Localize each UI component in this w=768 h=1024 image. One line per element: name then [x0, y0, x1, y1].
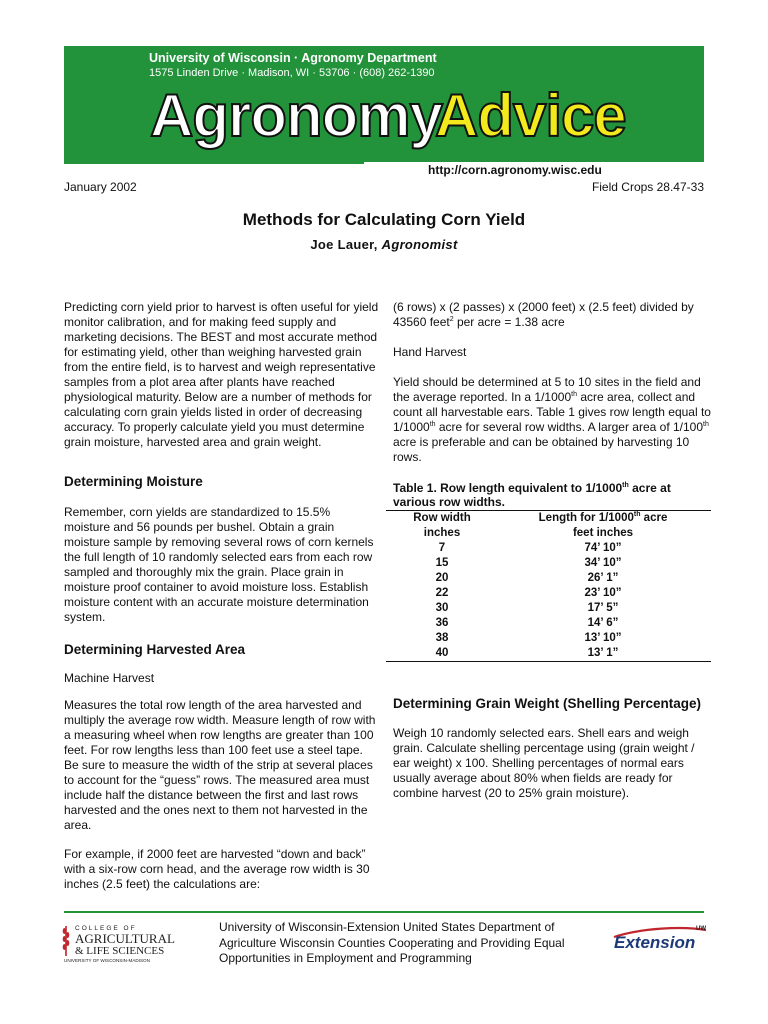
- grain-weight-section: [393, 695, 711, 801]
- uw-extension-logo: [612, 924, 708, 952]
- row-length-cell: 34’ 10”: [584, 557, 622, 569]
- cals-line3: & LIFE SCIENCES: [75, 945, 165, 957]
- table-row: [386, 556, 711, 571]
- units-inches: inches: [423, 527, 461, 539]
- table-row: [386, 601, 711, 616]
- masthead-banner: [64, 46, 704, 164]
- table-row: [386, 646, 711, 661]
- calc-paragraph: (6 rows) x (2 passes) x (2000 feet) x (2.5 feet) divided by 43560 feet$^2$ per acre = 1.38 acre: [393, 300, 694, 329]
- header-length: Length for 1/1000th acre: [538, 511, 668, 524]
- row-length-cell: 13’ 10”: [584, 632, 622, 644]
- table-caption: Table 1. Row length equivalent to 1/1000th acre at various row widths.: [393, 481, 671, 509]
- wheat-icon: [63, 926, 70, 956]
- example-paragraph: For example, if 2000 feet are harvested “down and back” with a six-row corn head, and the average row width is 30 inches (2.5 feet) the calculations are:: [64, 847, 370, 891]
- machine-harvest-label: Machine Harvest: [64, 671, 155, 685]
- machine-harvest-paragraph: Measures the total row length of the area harvested and multiply the average row width. Measure length of row with a measuring wheel when row lengths are greater than 100 feet. For row lengths less than 100 feet use a steel tape. Be sure to measure the width of the strip at several places to account for the “guess” rows. The measured area must include half the distance between the first and last rows harvested and the ones next to them not harvested in the area.: [64, 698, 376, 832]
- ext-uw: UW: [696, 926, 706, 932]
- left-column: [64, 300, 379, 892]
- weight-paragraph: Weigh 10 randomly selected ears. Shell ears and weigh grain. Calculate shelling percentage using (grain weight / ear weight) x 100. Shelling percentages of normal ears usually average about 80% when fields are ready for combine harvest (20 to 25% grain moisture).: [393, 726, 695, 800]
- masthead-address-line: 1575 Linden Drive · Madison, WI · 53706 · (608) 262-1390: [149, 67, 435, 79]
- moisture-paragraph: Remember, corn yields are standardized to 15.5% moisture and 56 pounds per bushel. Obtain a grain moisture sample by removing several rows of corn kernels the full length of 10 randomly selected ears from each row sampled and thoroughly mix the grain. Place grain in moisture proof container to avoid moisture loss. Establish moisture content with an accurate moisture determination system.: [64, 505, 374, 624]
- row-width-cell: 7: [438, 542, 446, 554]
- table-row: [386, 616, 711, 631]
- intro-paragraph: Predicting corn yield prior to harvest is often useful for yield monitor calibration, and for making feed supply and marketing decisions. The BEST and most accurate method for estimating yield, other than weighing harvested grain from the entire field, is to harvest and weigh representative samples from a plot area after plants have reached physiological maturity. Below are a number of methods for calculating corn grain yields listed in order of decreasing accuracy. To properly calculate yield you must determine grain moisture, harvested area and grain weight.: [64, 300, 379, 449]
- right-column: [393, 300, 711, 465]
- row-width-cell: 40: [435, 647, 449, 659]
- ext-word: Extension: [614, 933, 696, 952]
- masthead-agronomy-word: Agronomy: [150, 82, 442, 149]
- hand-harvest-paragraph: Yield should be determined at 5 to 10 sites in the field and the average reported. In a 1/1000th acre area, collect and count all harvestable ears. Table 1 gives row length equal to 1/1000th acre for several row widths. A larger area of 1/100th acre is preferable and can be obtained by harvesting 10 rows.: [393, 375, 711, 464]
- row-length-cell: 74’ 10”: [584, 542, 622, 554]
- table-header-row: [386, 511, 711, 526]
- cals-line4: UNIVERSITY OF WISCONSIN-MADISON: [64, 958, 150, 963]
- row-width-cell: 15: [435, 557, 449, 569]
- row-length-cell: 14’ 6”: [587, 617, 619, 629]
- row-length-cell: 13’ 1”: [587, 647, 619, 659]
- header-row-width: Row width: [413, 512, 471, 524]
- row-width-cell: 38: [435, 632, 449, 644]
- table-row: [386, 541, 711, 556]
- table-bottom-rule: [386, 661, 711, 662]
- author-name: Joe Lauer,: [310, 237, 378, 252]
- moisture-heading: Determining Moisture: [64, 474, 203, 489]
- masthead-org-line: University of Wisconsin · Agronomy Department: [149, 51, 437, 65]
- article-title: Methods for Calculating Corn Yield: [242, 210, 526, 229]
- issue-date: January 2002: [64, 180, 137, 194]
- hand-harvest-label: Hand Harvest: [393, 345, 467, 359]
- area-heading: Determining Harvested Area: [64, 642, 246, 657]
- row-width-cell: 22: [435, 587, 449, 599]
- row-width-cell: 20: [435, 572, 449, 584]
- footer-statement: University of Wisconsin-Extension United States Department of Agriculture Wisconsin Counties Cooperating and Providing Equal Opportunities in Employment and Programming: [219, 920, 565, 965]
- row-width-cell: 36: [435, 617, 449, 629]
- series-number: Field Crops 28.47-33: [591, 180, 704, 194]
- table-row: [386, 631, 711, 646]
- row-width-cell: 30: [435, 602, 449, 614]
- website-url: http://corn.agronomy.wisc.edu: [428, 163, 602, 177]
- author-role: Agronomist: [381, 237, 458, 252]
- table-units-row: [386, 526, 711, 541]
- masthead-advice-word: Advice: [435, 82, 626, 149]
- row-length-cell: 17’ 5”: [587, 602, 619, 614]
- cals-line1: COLLEGE OF: [75, 925, 137, 932]
- row-length-cell: 26’ 1”: [587, 572, 619, 584]
- cals-logo: [62, 922, 182, 966]
- weight-heading: Determining Grain Weight (Shelling Percentage): [393, 696, 702, 711]
- cals-line2: AGRICULTURAL: [75, 931, 175, 946]
- table-row: [386, 586, 711, 601]
- footer-rule: [64, 911, 704, 913]
- row-length-cell: 23’ 10”: [584, 587, 622, 599]
- table-row: [386, 571, 711, 586]
- units-feet-inches: feet inches: [572, 527, 634, 539]
- byline: [0, 237, 768, 252]
